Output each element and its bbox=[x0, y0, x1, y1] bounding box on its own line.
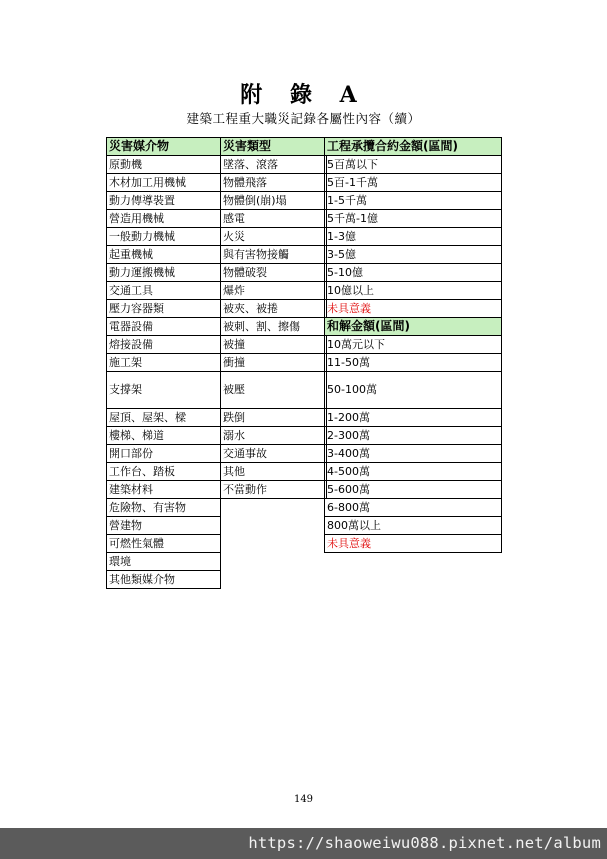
amount-range-cell: 3-400萬 bbox=[325, 445, 502, 463]
hazard-media-cell: 環境 bbox=[107, 553, 221, 571]
hazard-media-cell: 壓力容器類 bbox=[107, 300, 221, 318]
amount-range-cell: 5百-1千萬 bbox=[325, 174, 502, 192]
hazard-type-cell: 被刺、割、擦傷 bbox=[221, 318, 327, 336]
table-row bbox=[325, 336, 502, 354]
table-header-row bbox=[107, 138, 327, 156]
hazard-media-cell: 木材加工用機械 bbox=[107, 174, 221, 192]
header-hazard-type: 災害類型 bbox=[221, 138, 327, 156]
table-row bbox=[325, 463, 502, 481]
table-row bbox=[107, 517, 327, 535]
hazard-media-cell: 原動機 bbox=[107, 156, 221, 174]
table-row bbox=[325, 192, 502, 210]
amount-header-cell: 工程承攬合約金額(區間) bbox=[325, 138, 502, 156]
hazard-type-cell: 被夾、被捲 bbox=[221, 300, 327, 318]
hazard-type-cell: 墜落、滾落 bbox=[221, 156, 327, 174]
hazard-media-cell: 其他類媒介物 bbox=[107, 571, 221, 589]
table-row bbox=[107, 318, 327, 336]
hazard-media-cell: 施工架 bbox=[107, 354, 221, 372]
hazard-type-cell: 爆炸 bbox=[221, 282, 327, 300]
hazard-media-cell: 建築材料 bbox=[107, 481, 221, 499]
amount-range-cell: 800萬以上 bbox=[325, 517, 502, 535]
table-row bbox=[107, 535, 327, 553]
amount-range-cell: 11-50萬 bbox=[325, 354, 502, 372]
amount-header-row bbox=[325, 138, 502, 156]
hazard-media-cell: 屋頂、屋架、樑 bbox=[107, 409, 221, 427]
hazard-media-cell: 工作台、踏板 bbox=[107, 463, 221, 481]
amount-range-cell: 3-5億 bbox=[325, 246, 502, 264]
table-row bbox=[325, 174, 502, 192]
hazard-media-cell: 動力傳導裝置 bbox=[107, 192, 221, 210]
hazard-type-cell: 物體飛落 bbox=[221, 174, 327, 192]
table-row bbox=[107, 553, 327, 571]
table-row bbox=[107, 228, 327, 246]
amount-range-cell: 1-200萬 bbox=[325, 409, 502, 427]
hazard-media-cell: 可燃性氣體 bbox=[107, 535, 221, 553]
amount-range-cell: 10億以上 bbox=[325, 282, 502, 300]
hazard-type-cell: 火災 bbox=[221, 228, 327, 246]
table-row bbox=[107, 246, 327, 264]
table-row bbox=[107, 210, 327, 228]
page-title: 附 錄 A bbox=[240, 82, 367, 108]
hazard-media-cell: 危險物、有害物 bbox=[107, 499, 221, 517]
amount-range-cell: 未具意義 bbox=[325, 535, 502, 553]
amount-header-cell: 和解金額(區間) bbox=[325, 318, 502, 336]
page-number: 149 bbox=[293, 794, 314, 805]
amount-range-cell: 4-500萬 bbox=[325, 463, 502, 481]
table-row bbox=[107, 499, 327, 517]
table-row bbox=[325, 499, 502, 517]
table-row bbox=[325, 246, 502, 264]
empty-cell bbox=[221, 571, 327, 589]
empty-cell bbox=[221, 535, 327, 553]
amount-header-row bbox=[325, 318, 502, 336]
table-row bbox=[107, 571, 327, 589]
table-row bbox=[107, 282, 327, 300]
table-row bbox=[325, 354, 502, 372]
hazard-media-cell: 開口部份 bbox=[107, 445, 221, 463]
table-row bbox=[325, 300, 502, 318]
table-row bbox=[325, 372, 502, 409]
table-row bbox=[107, 445, 327, 463]
empty-cell bbox=[221, 517, 327, 535]
amount-range-cell: 10萬元以下 bbox=[325, 336, 502, 354]
hazard-media-table bbox=[106, 137, 327, 589]
amount-range-cell: 1-3億 bbox=[325, 228, 502, 246]
hazard-type-cell: 不當動作 bbox=[221, 481, 327, 499]
hazard-type-cell: 物體倒(崩)塌 bbox=[221, 192, 327, 210]
table-row bbox=[107, 174, 327, 192]
amount-range-cell: 6-800萬 bbox=[325, 499, 502, 517]
hazard-type-cell: 其他 bbox=[221, 463, 327, 481]
table-row bbox=[325, 156, 502, 174]
hazard-media-cell: 動力運搬機械 bbox=[107, 264, 221, 282]
hazard-type-cell: 被撞 bbox=[221, 336, 327, 354]
header-hazard-media: 災害媒介物 bbox=[107, 138, 221, 156]
table-row bbox=[325, 282, 502, 300]
amount-range-cell: 5-10億 bbox=[325, 264, 502, 282]
table-row bbox=[325, 481, 502, 499]
empty-cell bbox=[221, 553, 327, 571]
page-subtitle: 建築工程重大職災記錄各屬性內容（續） bbox=[186, 111, 421, 126]
amount-range-cell: 5百萬以下 bbox=[325, 156, 502, 174]
table-row bbox=[107, 300, 327, 318]
table-row bbox=[325, 228, 502, 246]
hazard-type-cell: 交通事故 bbox=[221, 445, 327, 463]
hazard-media-cell: 營造用機械 bbox=[107, 210, 221, 228]
hazard-type-cell: 物體破裂 bbox=[221, 264, 327, 282]
hazard-media-cell: 電器設備 bbox=[107, 318, 221, 336]
hazard-media-cell: 樓梯、梯道 bbox=[107, 427, 221, 445]
hazard-type-cell: 被壓 bbox=[221, 372, 327, 409]
hazard-type-cell: 感電 bbox=[221, 210, 327, 228]
amount-range-cell: 2-300萬 bbox=[325, 427, 502, 445]
hazard-type-cell: 衝撞 bbox=[221, 354, 327, 372]
empty-cell bbox=[221, 499, 327, 517]
table-row bbox=[325, 264, 502, 282]
hazard-media-cell: 交通工具 bbox=[107, 282, 221, 300]
amount-range-cell: 5千萬-1億 bbox=[325, 210, 502, 228]
table-row bbox=[107, 156, 327, 174]
hazard-media-cell: 一般動力機械 bbox=[107, 228, 221, 246]
hazard-type-cell: 溺水 bbox=[221, 427, 327, 445]
amount-range-cell: 50-100萬 bbox=[325, 372, 502, 409]
hazard-media-cell: 支撐架 bbox=[107, 372, 221, 409]
table-row bbox=[107, 409, 327, 427]
amount-range-cell: 未具意義 bbox=[325, 300, 502, 318]
hazard-media-cell: 營建物 bbox=[107, 517, 221, 535]
table-row bbox=[107, 192, 327, 210]
table-row bbox=[325, 427, 502, 445]
hazard-media-cell: 熔接設備 bbox=[107, 336, 221, 354]
table-row bbox=[107, 463, 327, 481]
table-row bbox=[325, 445, 502, 463]
amount-range-cell: 5-600萬 bbox=[325, 481, 502, 499]
table-row bbox=[107, 264, 327, 282]
watermark-url: https://shaoweiwu088.pixnet.net/album bbox=[0, 828, 607, 859]
table-row bbox=[107, 336, 327, 354]
table-row bbox=[325, 210, 502, 228]
table-row bbox=[107, 354, 327, 372]
amount-range-cell: 1-5千萬 bbox=[325, 192, 502, 210]
table-row bbox=[325, 517, 502, 535]
table-row bbox=[107, 481, 327, 499]
amount-range-table bbox=[324, 137, 502, 553]
table-row bbox=[325, 535, 502, 553]
hazard-type-cell: 與有害物接觸 bbox=[221, 246, 327, 264]
hazard-media-cell: 起重機械 bbox=[107, 246, 221, 264]
hazard-type-cell: 跌倒 bbox=[221, 409, 327, 427]
table-row bbox=[107, 372, 327, 409]
table-row bbox=[325, 409, 502, 427]
table-row bbox=[107, 427, 327, 445]
